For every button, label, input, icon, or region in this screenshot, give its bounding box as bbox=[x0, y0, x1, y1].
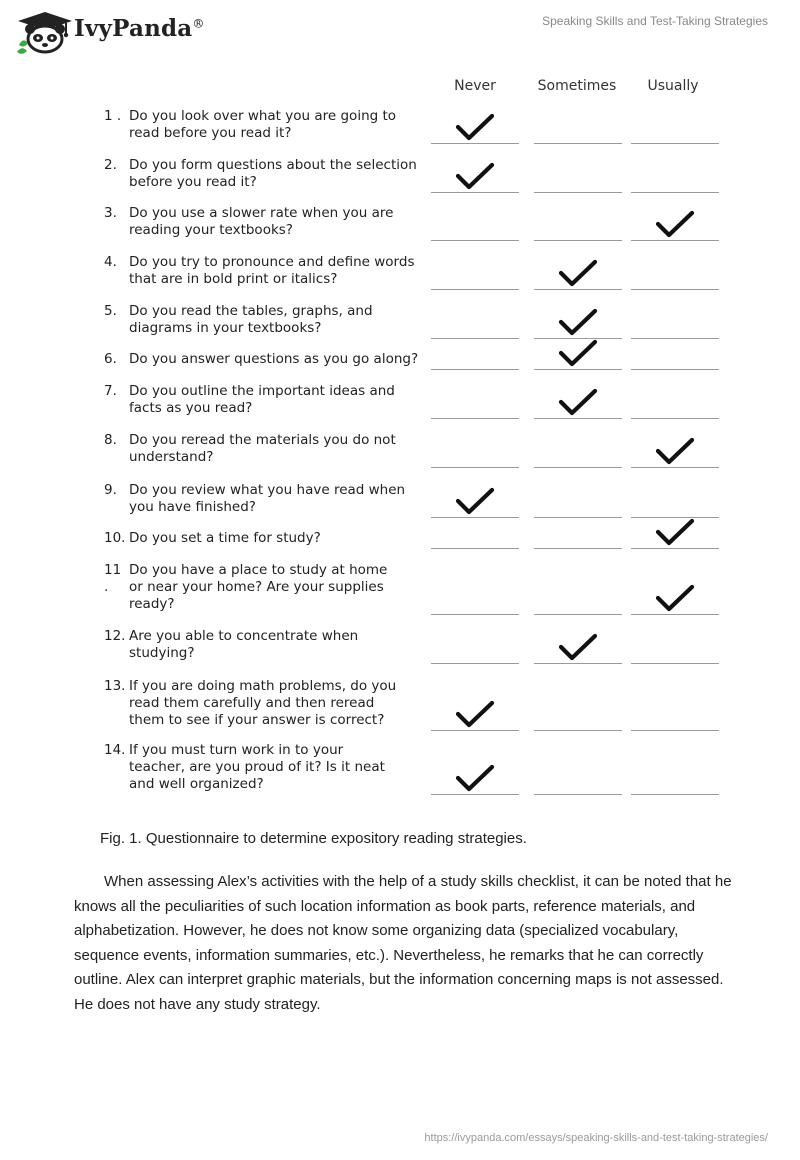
checkmark-icon bbox=[558, 308, 598, 338]
checkmark-icon bbox=[558, 339, 598, 369]
question-number: 7. bbox=[104, 383, 117, 399]
answer-blank-usually bbox=[631, 192, 719, 193]
question-text-line: facts as you read? bbox=[129, 400, 253, 416]
answer-blank-never bbox=[431, 289, 519, 290]
checkmark-icon bbox=[558, 388, 598, 418]
question-text-line: Do you review what you have read when bbox=[129, 482, 406, 498]
answer-blank-usually bbox=[631, 289, 719, 290]
checkmark-icon bbox=[455, 764, 495, 794]
answer-blank-sometimes bbox=[534, 418, 622, 419]
panda-graduate-icon bbox=[14, 10, 76, 54]
question-text-line: before you read it? bbox=[129, 174, 257, 190]
checkmark-icon bbox=[655, 518, 695, 548]
question-number: 11 . bbox=[104, 562, 122, 595]
question-number: 10. bbox=[104, 530, 126, 546]
question-number: 4. bbox=[104, 254, 117, 270]
question-text bbox=[129, 351, 429, 368]
column-header-sometimes: Sometimes bbox=[537, 78, 617, 94]
question-number: 14. bbox=[104, 742, 126, 758]
question-text-line: Do you reread the materials you do not bbox=[129, 432, 396, 448]
checkmark-icon bbox=[455, 162, 495, 192]
question-text-line: Do you look over what you are going to bbox=[129, 108, 397, 124]
question-text-line: read before you read it? bbox=[129, 125, 292, 141]
question-text bbox=[129, 205, 429, 239]
question-number: 9. bbox=[104, 482, 117, 498]
answer-blank-never bbox=[431, 794, 519, 795]
question-text-line: If you are doing math problems, do you bbox=[129, 678, 397, 694]
answer-blank-never bbox=[431, 517, 519, 518]
question-text-line: diagrams in your textbooks? bbox=[129, 320, 322, 336]
question-text bbox=[129, 303, 429, 337]
question-text bbox=[129, 383, 429, 417]
question-number: 1 . bbox=[104, 108, 122, 124]
answer-blank-usually bbox=[631, 369, 719, 370]
answer-blank-sometimes bbox=[534, 663, 622, 664]
question-text bbox=[129, 108, 429, 142]
answer-blank-never bbox=[431, 548, 519, 549]
registered-mark: ® bbox=[192, 16, 205, 31]
answer-blank-never bbox=[431, 369, 519, 370]
question-text-line: If you must turn work in to your bbox=[129, 742, 344, 758]
answer-blank-never bbox=[431, 467, 519, 468]
question-number: 12. bbox=[104, 628, 126, 644]
question-number: 6. bbox=[104, 351, 117, 367]
answer-blank-sometimes bbox=[534, 517, 622, 518]
answer-blank-usually bbox=[631, 467, 719, 468]
question-text bbox=[129, 562, 429, 613]
question-text bbox=[129, 157, 429, 191]
question-text-line: Do you form questions about the selection bbox=[129, 157, 417, 173]
answer-blank-sometimes bbox=[534, 730, 622, 731]
page-title: Speaking Skills and Test-Taking Strategies bbox=[542, 14, 768, 28]
answer-blank-sometimes bbox=[534, 467, 622, 468]
source-url[interactable]: https://ivypanda.com/essays/speaking-skills-and-test-taking-strategies/ bbox=[424, 1132, 768, 1144]
question-text-line: Do you have a place to study at home bbox=[129, 562, 388, 578]
question-text-line: that are in bold print or italics? bbox=[129, 271, 338, 287]
answer-blank-usually bbox=[631, 663, 719, 664]
answer-blank-sometimes bbox=[534, 143, 622, 144]
question-text-line: and well organized? bbox=[129, 776, 264, 792]
answer-blank-sometimes bbox=[534, 192, 622, 193]
questionnaire-figure bbox=[100, 70, 740, 810]
answer-blank-usually bbox=[631, 338, 719, 339]
checkmark-icon bbox=[655, 210, 695, 240]
question-text-line: Do you use a slower rate when you are bbox=[129, 205, 394, 221]
answer-blank-sometimes bbox=[534, 548, 622, 549]
answer-blank-never bbox=[431, 192, 519, 193]
question-text bbox=[129, 742, 429, 793]
question-text bbox=[129, 482, 429, 516]
question-text bbox=[129, 678, 429, 729]
question-text-line: Do you answer questions as you go along? bbox=[129, 351, 419, 367]
checkmark-icon bbox=[655, 584, 695, 614]
answer-blank-usually bbox=[631, 240, 719, 241]
question-text-line: studying? bbox=[129, 645, 195, 661]
question-text-line: you have finished? bbox=[129, 499, 256, 515]
logo-wordmark bbox=[74, 15, 205, 42]
question-text-line: or near your home? Are your supplies bbox=[129, 579, 384, 595]
checkmark-icon bbox=[655, 437, 695, 467]
checkmark-icon bbox=[558, 633, 598, 663]
question-text-line: them to see if your answer is correct? bbox=[129, 712, 385, 728]
question-text-line: teacher, are you proud of it? Is it neat bbox=[129, 759, 385, 775]
question-number: 5. bbox=[104, 303, 117, 319]
answer-blank-usually bbox=[631, 143, 719, 144]
question-text-line: Do you outline the important ideas and bbox=[129, 383, 395, 399]
answer-blank-usually bbox=[631, 548, 719, 549]
question-text bbox=[129, 254, 429, 288]
answer-blank-never bbox=[431, 338, 519, 339]
question-text-line: read them carefully and then reread bbox=[129, 695, 375, 711]
answer-blank-sometimes bbox=[534, 289, 622, 290]
question-text-line: reading your textbooks? bbox=[129, 222, 293, 238]
answer-blank-usually bbox=[631, 730, 719, 731]
question-number: 3. bbox=[104, 205, 117, 221]
checkmark-icon bbox=[455, 487, 495, 517]
question-text bbox=[129, 530, 429, 547]
answer-blank-never bbox=[431, 143, 519, 144]
logo-text: IvyPanda bbox=[74, 15, 193, 42]
body-paragraph: When assessing Alex’s activities with the help of a study skills checklist, it can be noted that he knows all the peculiarities of such location information as book parts, reference materials, and alphabetization. However, he does not know some organizing data (specialized vocabulary, sequence events, information summaries, etc.). Nevertheless, he remarks that he can correctly outline. Alex can interpret graphic materials, but the information concerning maps is not assessed. He does not have any study strategy. bbox=[74, 873, 732, 1013]
checkmark-icon bbox=[455, 113, 495, 143]
question-text-line: understand? bbox=[129, 449, 214, 465]
answer-blank-never bbox=[431, 663, 519, 664]
column-header-never: Never bbox=[454, 78, 496, 94]
question-text-line: Do you read the tables, graphs, and bbox=[129, 303, 373, 319]
question-text-line: Are you able to concentrate when bbox=[129, 628, 359, 644]
question-text-line: Do you try to pronounce and define words bbox=[129, 254, 415, 270]
answer-blank-sometimes bbox=[534, 369, 622, 370]
answer-blank-sometimes bbox=[534, 614, 622, 615]
answer-blank-usually bbox=[631, 794, 719, 795]
answer-blank-never bbox=[431, 240, 519, 241]
answer-blank-usually bbox=[631, 614, 719, 615]
answer-blank-never bbox=[431, 614, 519, 615]
answer-blank-never bbox=[431, 418, 519, 419]
question-text bbox=[129, 628, 429, 662]
figure-caption: Fig. 1. Questionnaire to determine expository reading strategies. bbox=[100, 830, 527, 847]
answer-blank-usually bbox=[631, 418, 719, 419]
question-text-line: ready? bbox=[129, 596, 175, 612]
answer-blank-sometimes bbox=[534, 794, 622, 795]
checkmark-icon bbox=[455, 700, 495, 730]
question-text-line: Do you set a time for study? bbox=[129, 530, 321, 546]
answer-blank-never bbox=[431, 730, 519, 731]
question-number: 8. bbox=[104, 432, 117, 448]
checkmark-icon bbox=[558, 259, 598, 289]
column-header-usually: Usually bbox=[647, 78, 699, 94]
question-number: 2. bbox=[104, 157, 117, 173]
question-text bbox=[129, 432, 429, 466]
question-number: 13. bbox=[104, 678, 126, 694]
answer-blank-sometimes bbox=[534, 240, 622, 241]
